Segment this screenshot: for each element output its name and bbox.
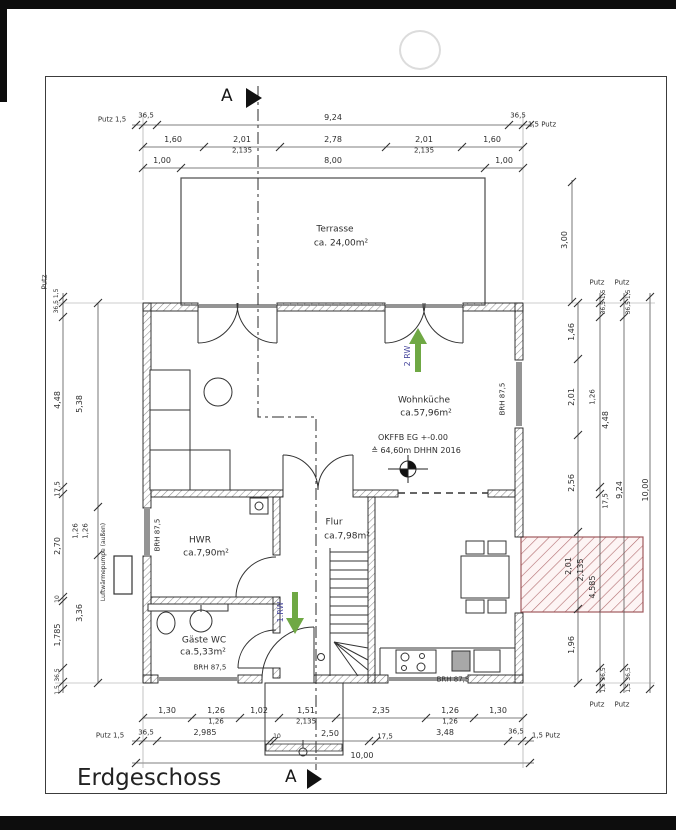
dim-label: 10,00 [641, 478, 650, 502]
dim-label: 2,50 [321, 729, 339, 738]
escape-route-label: 1.RW [276, 601, 285, 623]
heat-pump-label: Luftwärmepumpe (außen) [100, 522, 107, 602]
putz-label: 1,5 Putz [531, 731, 561, 740]
dim-label: 36,5 [138, 111, 154, 120]
dim-label: 2,01 [564, 557, 573, 575]
room-area-terrasse: ca. 24,00m² [313, 238, 369, 249]
escape-route-arrow-down [286, 592, 304, 634]
dim-label: 2,135 [413, 146, 435, 155]
sink-basin [452, 651, 470, 671]
dim-label: 2,56 [567, 474, 576, 492]
dim-label: 1,96 [567, 636, 576, 654]
level-note: OKFFB EG +-0.00 [378, 433, 448, 442]
section-arrow-top [246, 88, 262, 108]
dim-label: 36,5 1,5 [600, 289, 607, 315]
dim-label: 1,26 [71, 523, 80, 539]
putz-label: Putz [589, 700, 605, 709]
round-table [204, 378, 232, 406]
room-area-hwr: ca.7,90m² [183, 548, 229, 559]
wc-vanity [148, 604, 228, 611]
putz-label: Putz 1,5 [97, 115, 127, 124]
chair [488, 541, 506, 554]
putz-label: Putz [40, 274, 49, 290]
dim-label: 9,24 [615, 481, 624, 499]
red-hatch-zone [521, 537, 643, 612]
dim-label: 2,985 [193, 728, 217, 737]
dim-label: 1,26 [441, 706, 459, 715]
dim-label: 4,48 [601, 411, 610, 429]
putz-label: Putz [614, 700, 630, 709]
dim-label: 1,30 [158, 706, 176, 715]
brh-label: BRH 87,5 [498, 382, 507, 416]
dim-label: 36,5 1,5 [53, 288, 60, 314]
dim-label: 9,24 [324, 113, 342, 122]
dim-label: 10 [54, 595, 61, 603]
dim-label: 2,01 [567, 388, 576, 406]
room-area-wohnkueche: ca.57,96m² [400, 408, 452, 419]
dim-label: 1,26 [81, 523, 90, 539]
toilet [157, 612, 175, 634]
level-datum-symbol [388, 455, 428, 483]
brh-label: BRH 87,5 [436, 675, 470, 684]
staircase [318, 548, 369, 676]
dim-label: 36,5 [54, 668, 61, 682]
room-label-gaeste-wc: Gäste WC [181, 635, 227, 646]
sink-drainer [474, 650, 500, 672]
heat-pump [114, 556, 132, 594]
dim-label: 1,00 [495, 156, 513, 165]
dim-label: 17,5 [601, 493, 610, 509]
floor-title: Erdgeschoss [77, 765, 222, 791]
room-label-hwr: HWR [189, 535, 211, 546]
dim-label: 2,78 [324, 135, 342, 144]
dim-label: 1,5 [625, 683, 632, 693]
room-label-wohnkueche: Wohnküche [397, 395, 451, 406]
dim-label: 10,00 [350, 751, 374, 760]
dim-label: 1,02 [250, 706, 268, 715]
dim-label: 1,26 [588, 389, 597, 405]
dim-label: 4,48 [53, 391, 62, 409]
section-marker-a-bottom: A [285, 767, 297, 787]
putz-label: Putz [589, 278, 605, 287]
dim-label: 2,35 [372, 706, 390, 715]
dim-label: 36,5 [625, 667, 632, 681]
section-arrow-bottom [307, 769, 322, 789]
furniture [114, 370, 515, 756]
dim-label: 3,00 [560, 231, 569, 249]
dim-label: 1,46 [567, 323, 576, 341]
dim-label: 1,5 [600, 683, 607, 693]
dim-label: 1,51 [297, 706, 315, 715]
dim-label: 4,585 [588, 575, 597, 599]
putz-label: 1,5 Putz [527, 120, 557, 129]
level-note: ≙ 64,60m DHHN 2016 [371, 446, 461, 455]
dim-label: 1,60 [164, 135, 182, 144]
dim-label: 1,00 [153, 156, 171, 165]
dim-label: 2,70 [53, 537, 62, 555]
room-area-gaeste-wc: ca.5,33m² [180, 647, 226, 658]
escape-route-arrow-up [409, 328, 427, 372]
room-label-flur: Flur [325, 517, 343, 528]
dim-label: 2,135 [576, 558, 585, 582]
chair [466, 600, 484, 613]
escape-route-label: 2 RW [403, 345, 412, 367]
dim-label: 36,5 [600, 667, 607, 681]
chair [488, 600, 506, 613]
dim-label: 3,36 [75, 604, 84, 622]
dim-label: 1,30 [489, 706, 507, 715]
section-line [258, 86, 316, 770]
dim-label: 1,60 [483, 135, 501, 144]
dim-label: 5,38 [75, 395, 84, 413]
dim-label: 17,5 [53, 481, 62, 497]
dim-label: 2,01 [415, 135, 433, 144]
dim-label: 36,5 [138, 728, 154, 737]
dim-label: 2,01 [233, 135, 251, 144]
dim-label: 1,26 [442, 717, 458, 726]
dim-label: 17,5 [377, 732, 393, 741]
dining-table [461, 556, 509, 598]
dim-label: 2,135 [231, 146, 253, 155]
dim-label: 1,26 [208, 717, 224, 726]
dim-label: 36,5 [508, 727, 524, 736]
dim-label: 2,135 [295, 717, 317, 726]
putz-label: Putz [614, 278, 630, 287]
dim-label: 36,5 [510, 111, 526, 120]
washbasin [190, 610, 212, 632]
dim-label: 3,48 [436, 728, 454, 737]
section-marker-a-top: A [221, 86, 233, 106]
dim-label: 36,5 1,5 [625, 289, 632, 315]
dim-label: 1,26 [207, 706, 225, 715]
brh-label: BRH 87,5 [153, 518, 162, 552]
terrace-outline [181, 178, 485, 305]
entrance-step [266, 744, 342, 751]
putz-label: Putz 1,5 [95, 731, 125, 740]
dim-label: 1,785 [53, 623, 62, 647]
dim-label: 8,00 [324, 156, 342, 165]
room-area-flur: ca.7,98m² [324, 531, 370, 542]
room-label-terrasse: Terrasse [316, 224, 354, 235]
chair [466, 541, 484, 554]
dim-label: 1,5 [54, 685, 61, 695]
dim-label: 10 [273, 733, 281, 740]
brh-label: BRH 87,5 [193, 663, 227, 672]
